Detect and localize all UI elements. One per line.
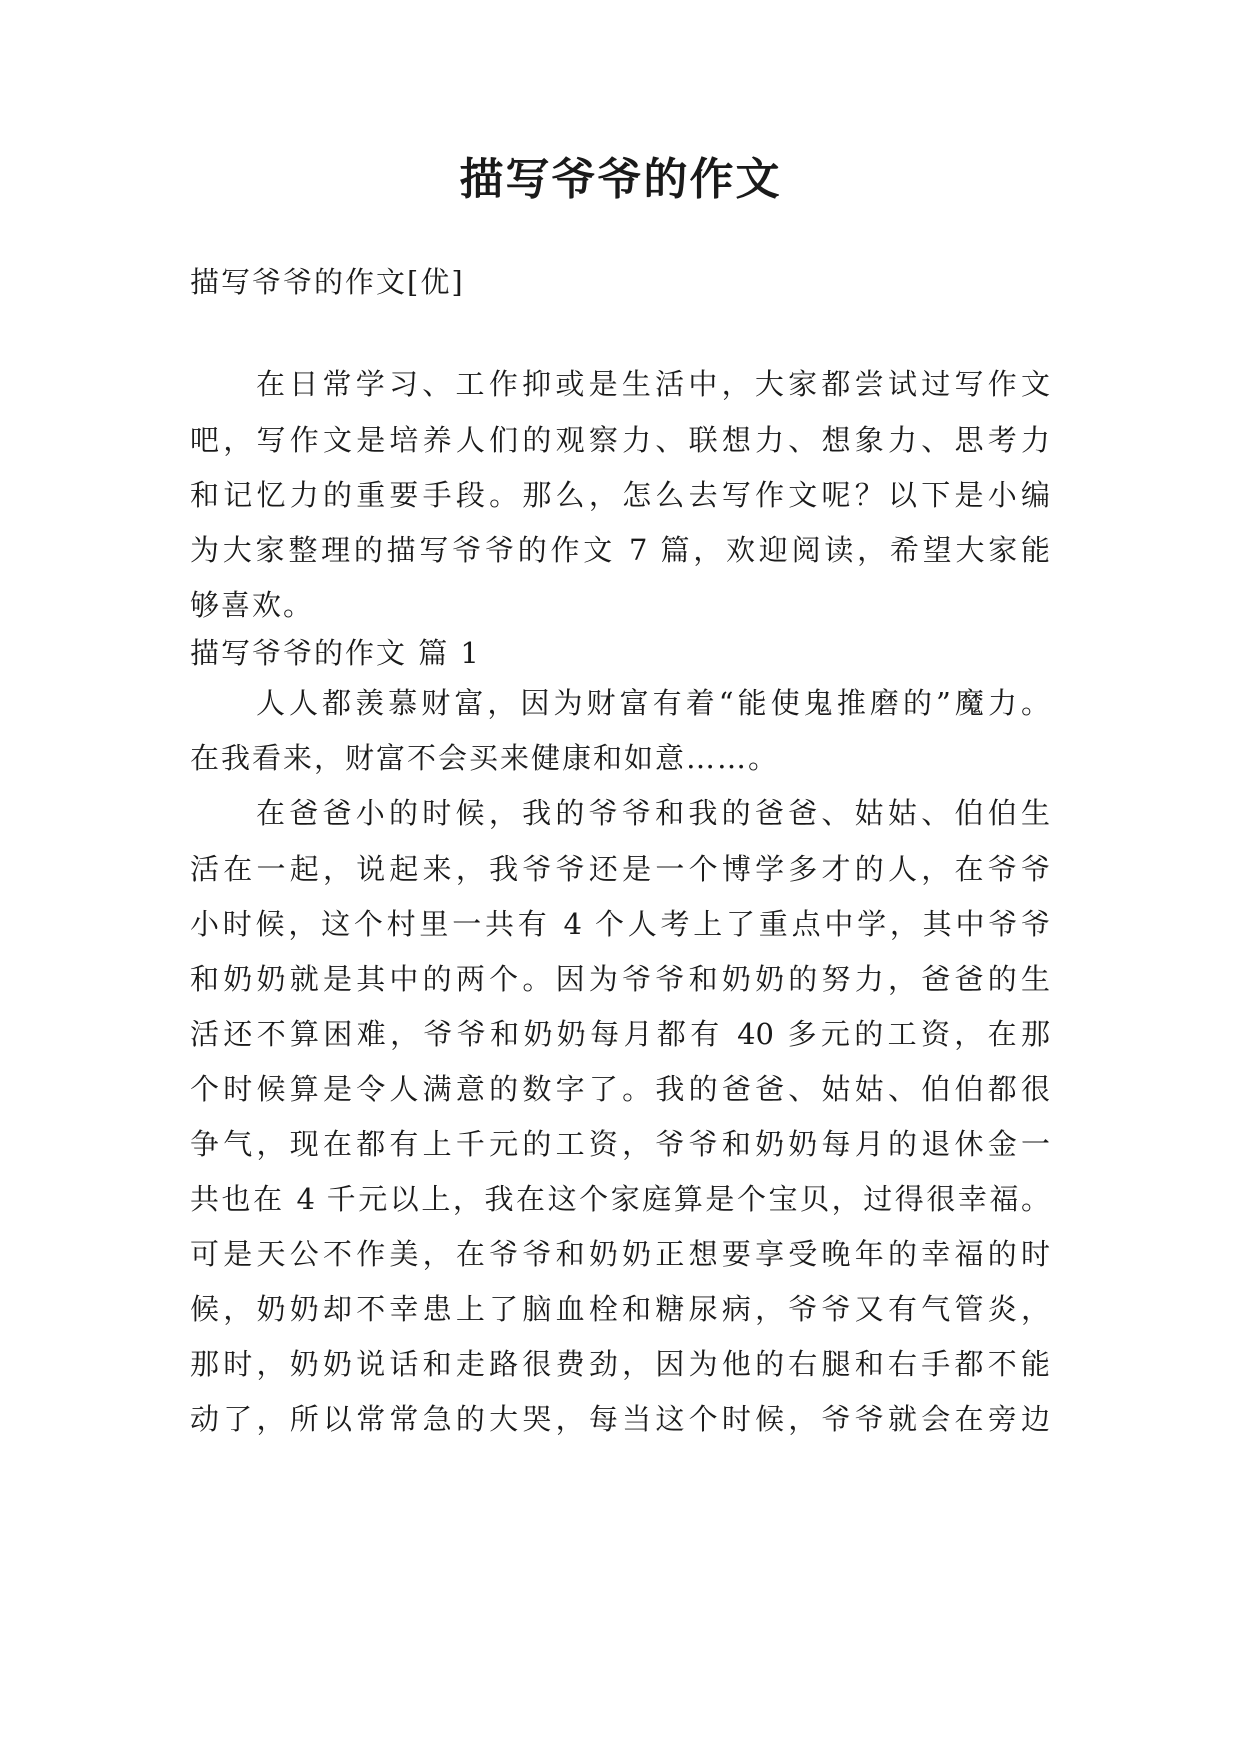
paragraph-line: 那时，奶奶说话和走路很费劲，因为他的右腿和右手都不能 (190, 1347, 1050, 1381)
paragraph-line: 小时候，这个村里一共有 4 个人考上了重点中学，其中爷爷 (190, 907, 1050, 941)
paragraph-line: 动了，所以常常急的大哭，每当这个时候，爷爷就会在旁边 (190, 1402, 1050, 1436)
paragraph-line: 人人都羡慕财富，因为财富有着“能使鬼推磨的”魔力。 (256, 686, 1050, 720)
paragraph-line: 在我看来，财富不会买来健康和如意……。 (190, 741, 780, 775)
paragraph-line: 个时候算是令人满意的数字了。我的爸爸、姑姑、伯伯都很 (190, 1072, 1050, 1106)
paragraph-line: 活在一起，说起来，我爷爷还是一个博学多才的人，在爷爷 (190, 852, 1050, 886)
section-heading: 描写爷爷的作文 篇 1 (190, 636, 481, 670)
paragraph-line: 可是天公不作美，在爷爷和奶奶正想要享受晚年的幸福的时 (190, 1237, 1050, 1271)
intro-line: 够喜欢。 (190, 588, 315, 622)
paragraph-line: 共也在 4 千元以上，我在这个家庭算是个宝贝，过得很幸福。 (190, 1182, 1050, 1216)
document-subtitle: 描写爷爷的作文[优] (190, 265, 465, 299)
paragraph-line: 候，奶奶却不幸患上了脑血栓和糖尿病，爷爷又有气管炎， (190, 1292, 1050, 1326)
intro-line: 吧，写作文是培养人们的观察力、联想力、想象力、思考力 (190, 423, 1050, 457)
paragraph-line: 和奶奶就是其中的两个。因为爷爷和奶奶的努力，爸爸的生 (190, 962, 1050, 996)
intro-line: 和记忆力的重要手段。那么，怎么去写作文呢？以下是小编 (190, 478, 1050, 512)
paragraph-line: 活还不算困难，爷爷和奶奶每月都有 40 多元的工资，在那 (190, 1017, 1050, 1051)
paragraph-line: 在爸爸小的时候，我的爷爷和我的爸爸、姑姑、伯伯生 (256, 796, 1050, 830)
paragraph-line: 争气，现在都有上千元的工资，爷爷和奶奶每月的退休金一 (190, 1127, 1050, 1161)
intro-line: 在日常学习、工作抑或是生活中，大家都尝试过写作文 (256, 367, 1050, 401)
intro-line: 为大家整理的描写爷爷的作文 7 篇，欢迎阅读，希望大家能 (190, 533, 1050, 567)
document-title: 描写爷爷的作文 (459, 154, 782, 205)
